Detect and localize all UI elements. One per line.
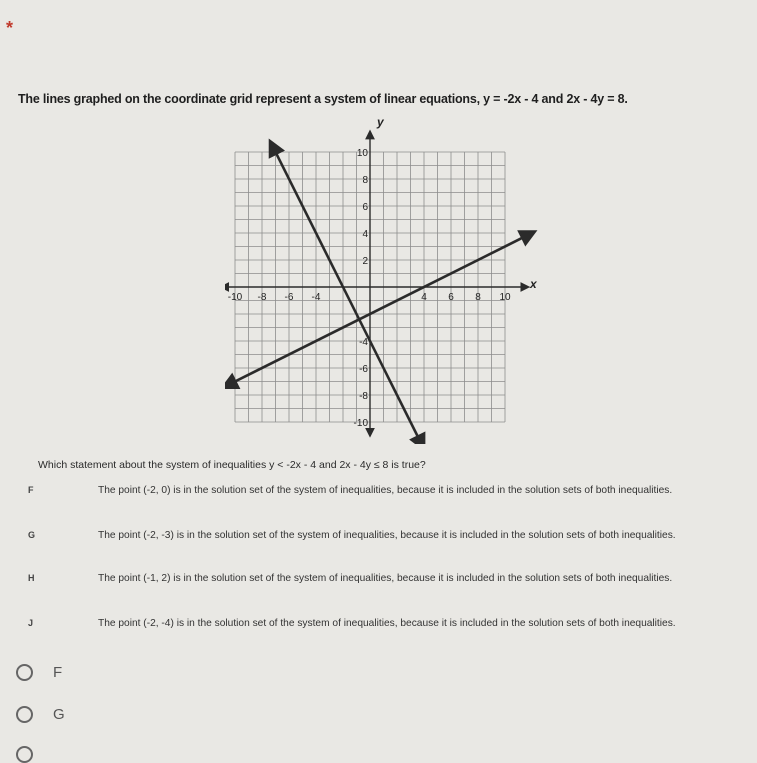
x-axis-label: x [530, 277, 537, 291]
y-tick-label: 8 [362, 175, 368, 186]
choice-text: The point (-1, 2) is in the solution set of the system of inequalities, because it is included in the solution sets of both inequalities. [98, 573, 673, 584]
y-tick-label: -4 [359, 337, 368, 348]
coordinate-grid-graph [225, 112, 545, 444]
option-label-f: F [53, 664, 63, 681]
y-tick-label: -8 [359, 391, 368, 402]
y-axis-label: y [377, 115, 384, 129]
radio-button-f[interactable] [16, 664, 33, 681]
line-y-equals-neg2x-minus-4 [273, 147, 422, 444]
answer-option-g[interactable] [16, 706, 65, 723]
choice-text: The point (-2, 0) is in the solution set of the system of inequalities, because it is included in the solution sets of both inequalities. [98, 485, 673, 496]
radio-button-h[interactable] [16, 746, 33, 763]
option-label-g: G [53, 706, 65, 723]
question-text: The lines graphed on the coordinate grid represent a system of linear equations, y = -2x - 4 and 2x - 4y = 8. [18, 92, 628, 106]
x-tick-label: -10 [227, 292, 243, 303]
answer-option-h[interactable] [16, 746, 53, 763]
choice-text: The point (-2, -3) is in the solution set of the system of inequalities, because it is included in the solution sets of both inequalities. [98, 530, 676, 541]
required-marker: * [6, 18, 14, 38]
y-tick-label: -10 [353, 418, 368, 429]
x-tick-label: 8 [475, 292, 481, 303]
choice-letter: H [28, 573, 35, 583]
inequality-prompt: Which statement about the system of inequalities y < -2x - 4 and 2x - 4y ≤ 8 is true? [38, 459, 426, 471]
x-tick-label: -6 [284, 292, 294, 303]
y-tick-label: 6 [362, 202, 368, 213]
x-tick-label: 10 [499, 292, 511, 303]
x-tick-label: 4 [421, 292, 427, 303]
x-tick-label: 6 [448, 292, 454, 303]
line-2x-minus-4y-equals-8 [228, 234, 529, 385]
radio-button-g[interactable] [16, 706, 33, 723]
choice-letter: J [28, 618, 34, 628]
y-tick-label: 2 [362, 256, 368, 267]
x-tick-label: -4 [311, 292, 321, 303]
choice-text: The point (-2, -4) is in the solution set of the system of inequalities, because it is included in the solution sets of both inequalities. [98, 618, 676, 629]
answer-option-f[interactable] [16, 664, 62, 681]
y-tick-label: 4 [362, 229, 368, 240]
plot-lines [228, 147, 529, 444]
choice-letter: G [28, 530, 36, 540]
choice-letter: F [28, 485, 34, 495]
x-tick-label: -8 [257, 292, 267, 303]
y-tick-label: -6 [359, 364, 368, 375]
y-tick-label: 10 [356, 148, 368, 159]
